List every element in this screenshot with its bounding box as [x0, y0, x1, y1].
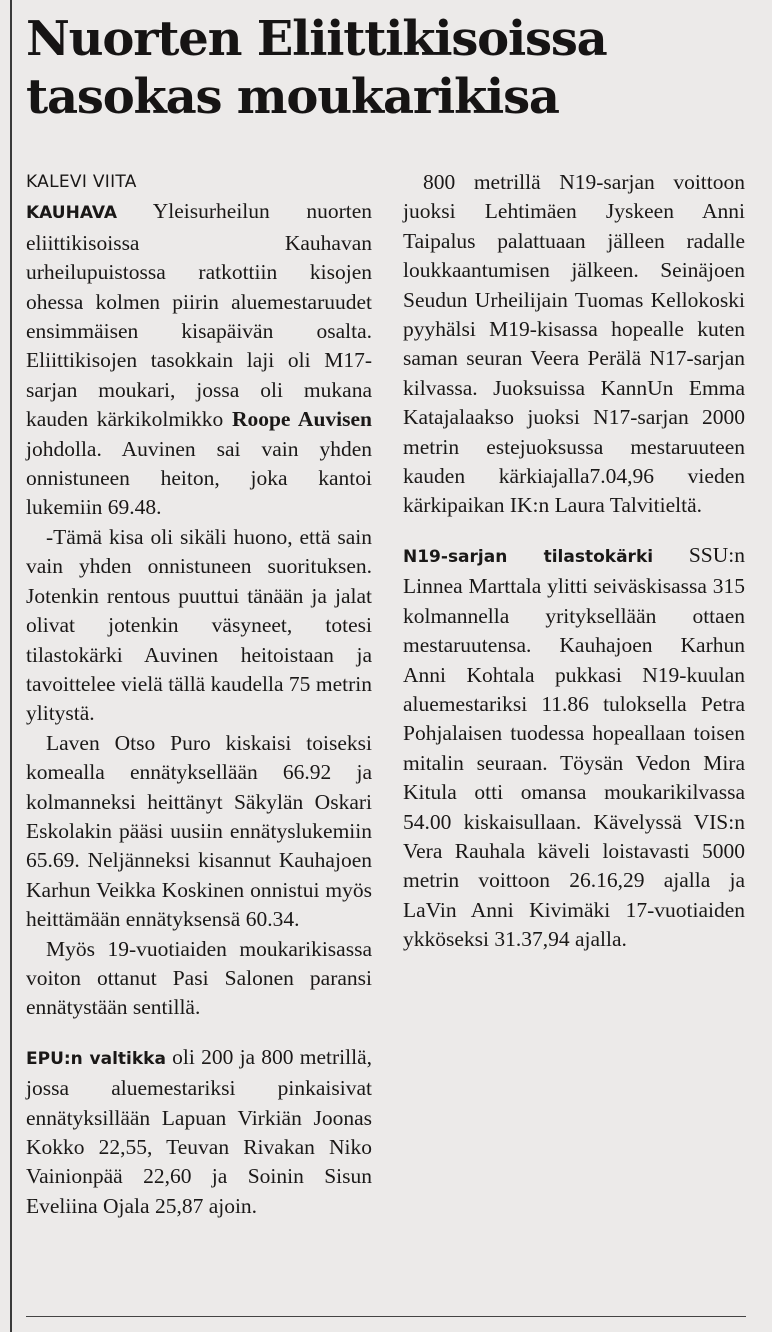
article-column-2 [403, 168, 745, 955]
paragraph-6: 800 metrillä N19-sarjan voittoon juoksi Lehtimäen Jyskeen Anni Taipalus palattuaan jälleen radalle loukkaantumisen jälkeen. Seinäjoen Seudun Urheilijain Tuomas Kellokoski pyyhälsi M19-kisassa hopealle kuten saman seuran Veera Perälä N17-sarjan kilvassa. Juoksuissa KannUn Emma Katajalaakso juoksi N17-sarjan 2000 metrin estejuoksussa mestaruuteen kauden kärkiajalla7.04,96 vieden kärkipaikan IK:n Laura Talvitieltä. [403, 170, 745, 518]
left-column-rule [10, 0, 12, 1332]
article-column-1 [26, 168, 372, 1221]
lead-text-a: Yleisurheilun nuorten eliittikisoissa Kauhavan urheilupuistossa ratkottiin kisojen ohessa kolmen piirin aluemestaruudet ensimmäisen kisapäivän osalta. Eliittikisojen tasokkain laji oli M17-sarjan moukari, jossa oli mukana kauden kärkikolmikko [26, 199, 372, 432]
paragraph-4: Myös 19-vuotiaiden moukarikisassa voiton ottanut Pasi Salonen paransi ennätystään sentillä. [26, 936, 372, 1020]
paragraph-3: Laven Otso Puro kiskaisi toiseksi komealla ennätyksellään 66.92 ja kolmanneksi heittänyt Säkylän Oskari Eskolakin pääsi uusiin ennätyslukemiin 65.69. Neljänneksi kisannut Kauhajoen Karhun Veikka Koskinen onnistui myös heittämään ennätyksensä 60.34. [26, 730, 372, 932]
athlete-name: Roope Auvisen [231, 407, 372, 432]
headline: Nuorten Eliittikisoissa tasokas moukarikisa [26, 11, 607, 125]
n19-paragraph [403, 541, 745, 955]
bottom-rule [26, 1316, 746, 1317]
dateline: KAUHAVA [26, 203, 118, 224]
n19-text: SSU:n Linnea Marttala ylitti seiväskisassa 315 kolmannella yrityksellään ottaen mestaruutensa. Kauhajoen Karhun Anni Kohtala pukkasi N19-kuulan aluemestariksi 11.86 tuloksella Petra Pohjalaisen tuodessa hopeallaan toisen mitalin seuraan. Töysän Vedon Mira Kitula otti omansa moukarikilvassa 54.00 kiskaisullaan. Kävelyssä VIS:n Vera Rauhala käveli loistavasti 5000 metrin voittoon 26.16,29 ajalla ja LaVin Anni Kivimäki 17-vuotiaiden ykköseksi 31.37,94 ajalla. [403, 542, 745, 952]
subhead-n19: N19-sarjan tilastokärki [403, 546, 654, 567]
quote-paragraph: -Tämä kisa oli sikäli huono, että sain vain yhden onnistuneen suorituksen. Jotenkin rentous puuttui tänään ja jalat olivat jotenkin väsyneet, totesi tilastokärki Auvinen heitoistaan ja tavoittelee vielä tällä kaudella 75 metrin ylitystä. [26, 524, 372, 726]
subhead-epu: EPU:n valtikka [26, 1048, 166, 1069]
lead-paragraph [26, 197, 372, 522]
byline: KALEVI VIITA [26, 172, 137, 192]
epu-text: oli 200 ja 800 metrillä, jossa aluemestariksi pinkaisivat ennätyksillään Lapuan Virkiän Joonas Kokko 22,55, Teuvan Rivakan Niko Vainionpää 22,60 ja Soinin Sisun Eveliina Ojala 25,87 ajoin. [26, 1044, 372, 1218]
epu-paragraph [26, 1043, 372, 1221]
lead-text-b: johdolla. Auvinen sai vain yhden onnistuneen heiton, joka kantoi lukemiin 69.48. [26, 436, 372, 520]
